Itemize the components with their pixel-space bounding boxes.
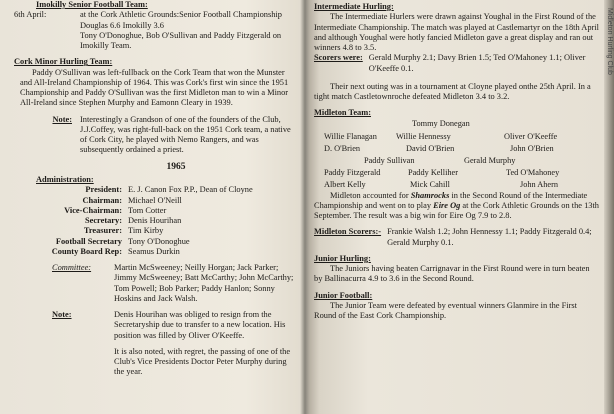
team-player-name: Tommy Donegan: [412, 118, 470, 128]
admin-row: [14, 226, 298, 236]
junior-hurling-section: [314, 254, 600, 285]
admin-name: Tony O'Donoghue: [128, 236, 190, 246]
admin-role: President:: [85, 185, 122, 195]
intermediate-section: [314, 2, 600, 74]
imokilly-line1: at the Cork Athletic Grounds:Senior Football Championship: [80, 10, 282, 20]
team-player-name: Mick Cahill: [410, 179, 450, 189]
junior-football-text: The Junior Team were defeated by eventual winners Glanmire in the First Round of the East Cork Championship.: [314, 300, 577, 320]
admin-name: Michael O'Neill: [128, 195, 182, 205]
note2-section: [14, 310, 298, 378]
admin-role: Chairman:: [82, 195, 122, 205]
team-player-name: Paddy Kelliher: [408, 167, 459, 177]
admin-row: [14, 185, 298, 195]
note2-body: [114, 310, 298, 378]
admin-row: [14, 196, 298, 206]
team-player-name: Gerald Murphy: [464, 155, 516, 165]
intermediate-heading: Intermediate Hurling:: [314, 2, 394, 11]
midleton-team-section: [314, 108, 600, 189]
team-player-name: Oliver O'Keeffe: [504, 131, 558, 141]
junior-hurling-text: The Juniors having beaten Carrignavar in the First Round were in turn beaten by Ballinacurra 4.9 to 3.6 in the Second Round.: [314, 264, 590, 284]
team-player-name: D. O'Brien: [324, 143, 361, 153]
scorers2-label: Midleton Scorers:-: [314, 227, 382, 237]
team-grid: [314, 118, 600, 189]
admin-name: Tim Kirby: [128, 226, 164, 236]
note2-label: Note:: [52, 310, 72, 320]
team-player-name: Albert Kelly: [324, 179, 366, 189]
admin-role: Vice-Chairman:: [64, 205, 122, 215]
shamrocks-italic: Shamrocks: [410, 190, 450, 200]
year-heading: 1965: [166, 161, 186, 172]
admin-role: Football Secretary: [55, 236, 122, 246]
scorers-row: [314, 53, 600, 74]
admin-row: [14, 216, 298, 226]
note2-text1: Denis Hourihan was obliged to resign from the Secretaryship due to transfer to a new location. His position was filled by Oliver O'Keeffe.: [114, 310, 286, 340]
imokilly-section: [14, 0, 298, 51]
admin-role: Secretary:: [84, 216, 122, 226]
admin-row: [14, 206, 298, 216]
admin-row: [14, 247, 298, 257]
team-player-name: Ted O'Mahoney: [506, 167, 560, 177]
team-player-name: John Ahern: [520, 179, 559, 189]
admin-heading: Administration:: [36, 175, 94, 185]
note1-label: Note:: [52, 114, 72, 124]
team-player-name: Paddy Sullivan: [364, 155, 415, 165]
admin-role: County Board Rep:: [51, 246, 122, 256]
junior-football-heading: Junior Football:: [314, 290, 373, 300]
shamrocks-pre: Midleton accounted for: [330, 190, 411, 200]
team-label: Midleton Team:: [314, 108, 371, 118]
scorers2-section: [314, 227, 600, 248]
note1-section: [14, 115, 298, 156]
admin-row: [14, 237, 298, 247]
team-player-name: Willie Flanagan: [324, 131, 377, 141]
imokilly-heading: Imokilly Senior Football Team:: [36, 0, 148, 9]
admin-name: Denis Hourihan: [128, 216, 182, 226]
book-spine: [300, 0, 310, 414]
scorers-text: Gerald Murphy 2.1; Davy Brien 1.5; Ted O'Mahoney 1.1; Oliver O'Keeffe 0.1.: [368, 53, 586, 73]
note2-text2: It is also noted, with regret, the passing of one of the Club's Vice Presidents Doctor Peter Murphy during the year.: [114, 346, 291, 377]
eire-og-italic: Eire Og: [433, 200, 461, 210]
page-edge: [604, 0, 614, 414]
right-page: [314, 2, 600, 327]
admin-name: Tom Cotter: [128, 205, 167, 215]
team-player-name: John O'Brien: [510, 143, 554, 153]
committee-label: Committee:: [52, 263, 92, 273]
minor-heading: Cork Minor Hurling Team:: [14, 57, 113, 67]
intermediate-text: The Intermediate Hurlers were drawn against Youghal in the First Round of the Intermediate Championship. The match was played at Castlemartyr on the 18th April and although Youghal were hotly fancied Midleton gave a great display and ran out winners 4.8 to 3.5.: [314, 12, 599, 52]
admin-rows: [14, 185, 298, 257]
junior-hurling-heading: Junior Hurling:: [314, 253, 371, 263]
admin-name: E. J. Canon Fox P.P., Dean of Cloyne: [128, 185, 253, 195]
admin-role: Treasurer:: [83, 226, 122, 236]
imokilly-line4: Imokilly Team.: [80, 41, 132, 50]
imokilly-date-row: [14, 10, 298, 20]
admin-name: Seamus Durkin: [128, 246, 180, 256]
outing-text: Their next outing was in a tournament at Cloyne played onthe 25th April. In a tight match Castletownroche defeated Midleton 3.4 to 3.2.: [314, 81, 591, 101]
imokilly-date: 6th April:: [14, 10, 47, 20]
team-player-name: David O'Brien: [406, 143, 455, 153]
edge-text: Midleton Hurling Club: [606, 8, 613, 75]
left-page: [14, 0, 298, 378]
scorers-label: Scorers were:: [314, 53, 363, 63]
imokilly-line2: Douglas 6.6 Imokilly 3.6: [80, 20, 164, 30]
minor-text: Paddy O'Sullivan was left-fullback on the Cork Team that won the Munster and All-Ireland Championship of 1964. This was Cork's first win since the 1951 Championship and Paddy O'Sullivan was the first Midleton man to win a Minor All-Ireland since Stephen Murphy and Eamonn Cleary in 1939.: [20, 67, 289, 108]
imokilly-line3: Tony O'Donoghue, Bob O'Sullivan and Paddy Fitzgerald on: [80, 30, 282, 40]
team-player-name: Willie Hennessy: [396, 131, 451, 141]
note1-text: Interestingly a Grandson of one of the founders of the Club, J.J.Coffey, was right-full-back on the 1951 Cork team, a native of Cork City, he played with Nemo Rangers, and was subsequently ordained a priest.: [80, 114, 291, 155]
committee-text: Martin McSweeney; Neilly Horgan; Jack Parker; Jimmy McSweeney; Batt McCarthy; John McCarthy; Tom Powell; Bob Parker; Paddy Hanlon; Sonny Hoskins and Jack Walsh.: [114, 263, 294, 303]
shamrocks-mid: in the Second Round of the Intermediate Championship and went on to play: [314, 190, 588, 210]
admin-section: [14, 175, 298, 257]
junior-football-section: [314, 291, 600, 322]
shamrocks-post: at the Cork Athletic Grounds on the 13th September. The result was a big win for Eire Og 7.9 to 2.8.: [314, 200, 599, 220]
minor-section: [14, 57, 298, 108]
shamrocks-text: [314, 191, 600, 222]
team-player-name: Paddy Fitzgerald: [324, 167, 381, 177]
scorers2-text: Frankie Walsh 1.2; John Hennessy 1.1; Paddy Fitzgerald 0.4; Gerald Murphy 0.1.: [387, 227, 592, 247]
committee-section: [14, 263, 298, 304]
